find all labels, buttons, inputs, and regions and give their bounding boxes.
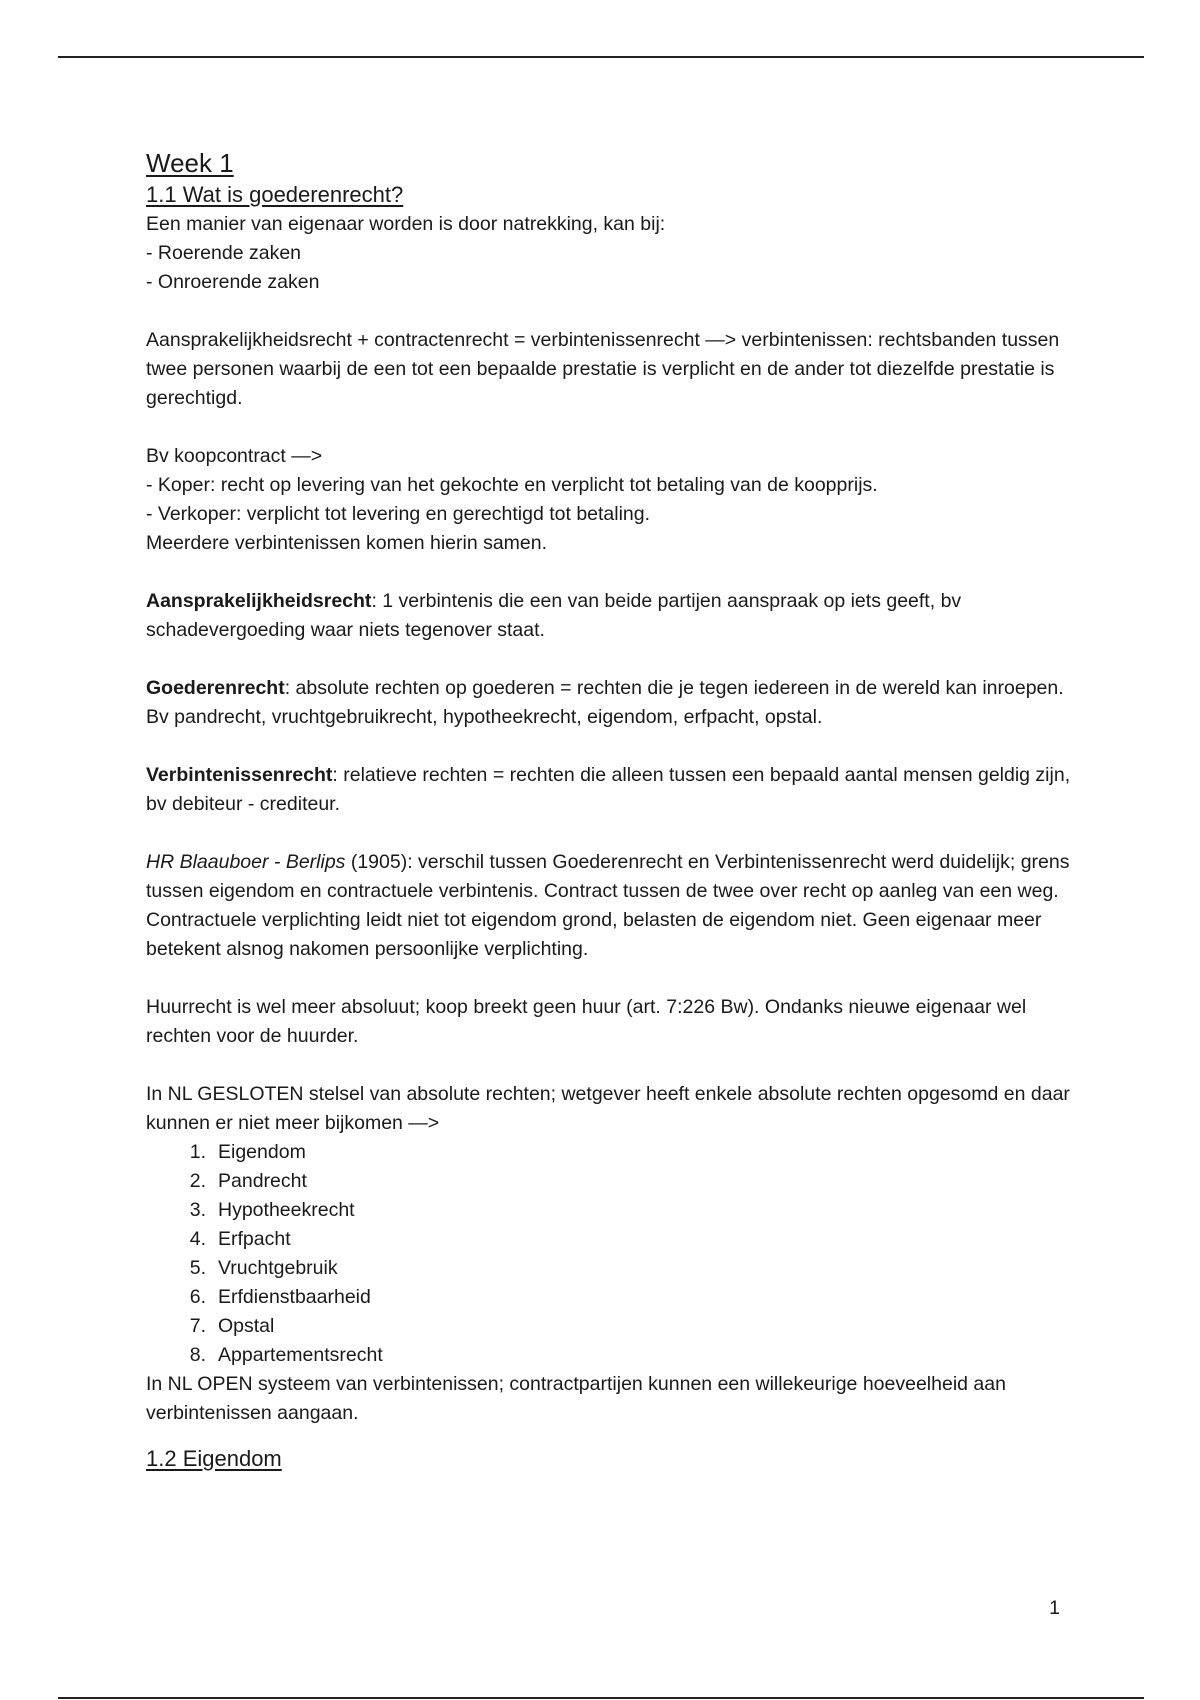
case-paragraph xyxy=(146,848,1076,964)
definition-goederenrecht xyxy=(146,674,1076,732)
top-rule xyxy=(58,56,1144,58)
list-number: 2. xyxy=(189,1170,206,1192)
list-item xyxy=(172,1225,1076,1254)
list-number: 7. xyxy=(189,1315,206,1337)
list-item xyxy=(172,1196,1076,1225)
natrekking-item: - Onroerende zaken xyxy=(146,271,320,293)
list-label: Eigendom xyxy=(218,1141,306,1163)
definition-term: Goederenrecht xyxy=(146,677,285,699)
case-text: (1905): verschil tussen Goederenrecht en Verbintenissenrecht werd duidelijk; grens tussen eigendom en contractuele verbintenis. Contract tussen de twee over recht op aanleg van een weg. Contractuele verplichting leidt niet tot eigendom grond, belasten de eigendom niet. Geen eigenaar meer betekent alsnog nakomen persoonlijke verplichting. xyxy=(146,851,1070,960)
list-item xyxy=(172,1167,1076,1196)
definition-aansprakelijkheidsrecht xyxy=(146,587,1076,645)
section-1-2-heading: 1.2 Eigendom xyxy=(146,1446,282,1471)
list-item xyxy=(172,1312,1076,1341)
definition-term: Aansprakelijkheidsrecht xyxy=(146,590,372,612)
list-label: Hypotheekrecht xyxy=(218,1199,355,1221)
huurrecht-paragraph: Huurrecht is wel meer absoluut; koop breekt geen huur (art. 7:226 Bw). Ondanks nieuwe eigenaar wel rechten voor de huurder. xyxy=(146,996,1027,1047)
natrekking-item: - Roerende zaken xyxy=(146,242,302,264)
list-number: 3. xyxy=(189,1199,206,1221)
section-1-1-heading: 1.1 Wat is goederenrecht? xyxy=(146,182,404,207)
definition-term: Verbintenissenrecht xyxy=(146,764,333,786)
list-label: Vruchtgebruik xyxy=(218,1257,338,1279)
list-number: 4. xyxy=(189,1228,206,1250)
koop-summary: Meerdere verbintenissen komen hierin samen. xyxy=(146,532,548,554)
page-number: 1 xyxy=(1049,1597,1060,1619)
page-content xyxy=(146,146,1076,1474)
gesloten-stelsel-intro: In NL GESLOTEN stelsel van absolute rechten; wetgever heeft enkele absolute rechten opgesomd en daar kunnen er niet meer bijkomen —> xyxy=(146,1083,1070,1134)
definition-verbintenissenrecht xyxy=(146,761,1076,819)
case-name: HR Blaauboer - Berlips xyxy=(146,851,346,873)
definition-text: : 1 verbintenis die een van beide partijen aanspraak op iets geeft, bv schadevergoeding waar niets tegenover staat. xyxy=(146,590,962,641)
list-label: Pandrecht xyxy=(218,1170,307,1192)
koop-intro: Bv koopcontract —> xyxy=(146,445,323,467)
koop-verkoper: - Verkoper: verplicht tot levering en gerechtigd tot betaling. xyxy=(146,503,651,525)
koop-koper: - Koper: recht op levering van het gekochte en verplicht tot betaling van de koopprijs. xyxy=(146,474,878,496)
list-number: 5. xyxy=(189,1257,206,1279)
verbintenissen-paragraph: Aansprakelijkheidsrecht + contractenrecht = verbintenissenrecht —> verbintenissen: rechtsbanden tussen twee personen waarbij de een tot een bepaalde prestatie is verplicht en de ander tot diezelfde prestatie is gerechtigd. xyxy=(146,329,1060,409)
list-number: 8. xyxy=(189,1344,206,1366)
list-label: Erfdienstbaarheid xyxy=(218,1286,371,1308)
definition-text: : relatieve rechten = rechten die alleen tussen een bepaald aantal mensen geldig zijn, bv debiteur - crediteur. xyxy=(146,764,1071,815)
list-label: Appartementsrecht xyxy=(218,1344,383,1366)
list-item xyxy=(172,1254,1076,1283)
list-label: Opstal xyxy=(218,1315,275,1337)
bottom-rule xyxy=(58,1697,1144,1699)
list-number: 6. xyxy=(189,1286,206,1308)
list-item xyxy=(172,1283,1076,1312)
list-item xyxy=(172,1138,1076,1167)
week-heading: Week 1 xyxy=(146,148,234,178)
list-number: 1. xyxy=(189,1141,206,1163)
absolute-rights-list xyxy=(146,1138,1076,1370)
list-label: Erfpacht xyxy=(218,1228,291,1250)
natrekking-intro: Een manier van eigenaar worden is door natrekking, kan bij: xyxy=(146,213,666,235)
definition-text: : absolute rechten op goederen = rechten die je tegen iedereen in de wereld kan inroepen. Bv pandrecht, vruchtgebruikrecht, hypotheekrecht, eigendom, erfpacht, opstal. xyxy=(146,677,1064,728)
list-item xyxy=(172,1341,1076,1370)
open-systeem-paragraph: In NL OPEN systeem van verbintenissen; contractpartijen kunnen een willekeurige hoeveelheid aan verbintenissen aangaan. xyxy=(146,1373,1006,1424)
